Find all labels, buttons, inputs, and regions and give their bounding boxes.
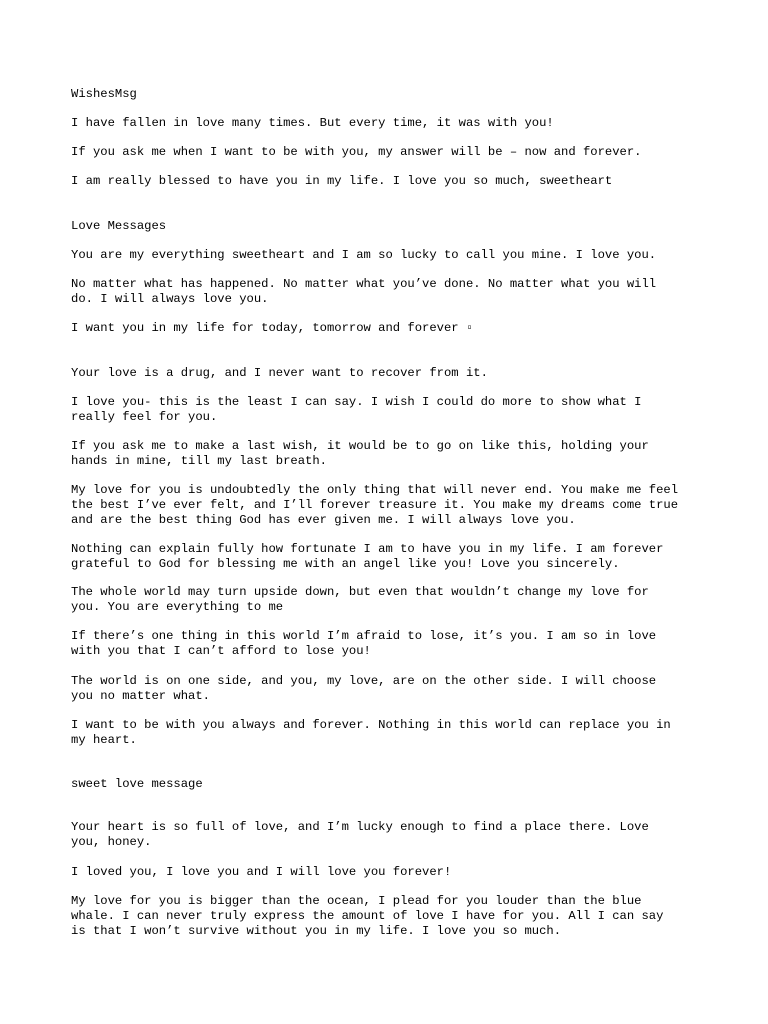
message-paragraph: No matter what has happened. No matter what you’ve done. No matter what you will do. I will always love you.	[71, 277, 657, 306]
message-paragraph: If there’s one thing in this world I’m afraid to lose, it’s you. I am so in love with you that I can’t afford to lose you!	[71, 629, 657, 658]
message-paragraph: I want you in my life for today, tomorrow and forever ▫	[71, 321, 474, 335]
section-heading-love-messages: Love Messages	[71, 219, 167, 233]
message-paragraph: I have fallen in love many times. But every time, it was with you!	[71, 116, 554, 130]
message-paragraph: Nothing can explain fully how fortunate I am to have you in my life. I am forever grateful to God for blessing me with an angel like you! Love you sincerely.	[71, 542, 664, 571]
message-paragraph: You are my everything sweetheart and I am so lucky to call you mine. I love you.	[71, 248, 657, 262]
message-paragraph: My love for you is undoubtedly the only thing that will never end. You make me feel the best I’ve ever felt, and I’ll forever treasure it. You make my dreams come true and are the best thing God has ever given me. I will always love you.	[71, 483, 679, 527]
message-paragraph: I love you- this is the least I can say. I wish I could do more to show what I really feel for you.	[71, 395, 642, 424]
message-paragraph: Your love is a drug, and I never want to recover from it.	[71, 366, 488, 380]
message-paragraph: I want to be with you always and forever. Nothing in this world can replace you in my heart.	[71, 718, 671, 747]
message-paragraph: The whole world may turn upside down, but even that wouldn’t change my love for you. You are everything to me	[71, 585, 649, 614]
message-paragraph: My love for you is bigger than the ocean, I plead for you louder than the blue whale. I can never truly express the amount of love I have for you. All I can say is that I won’t survive without you in my life. I love you so much.	[71, 894, 664, 938]
message-paragraph: If you ask me when I want to be with you, my answer will be – now and forever.	[71, 145, 642, 159]
section-heading-sweet-love-message: sweet love message	[71, 777, 203, 791]
message-paragraph: I am really blessed to have you in my life. I love you so much, sweetheart	[71, 174, 613, 188]
message-paragraph: Your heart is so full of love, and I’m lucky enough to find a place there. Love you, honey.	[71, 820, 649, 849]
message-paragraph: If you ask me to make a last wish, it would be to go on like this, holding your hands in mine, till my last breath.	[71, 439, 649, 468]
message-paragraph: The world is on one side, and you, my love, are on the other side. I will choose you no matter what.	[71, 674, 657, 703]
site-name: WishesMsg	[71, 87, 137, 101]
message-paragraph: I loved you, I love you and I will love you forever!	[71, 865, 452, 879]
